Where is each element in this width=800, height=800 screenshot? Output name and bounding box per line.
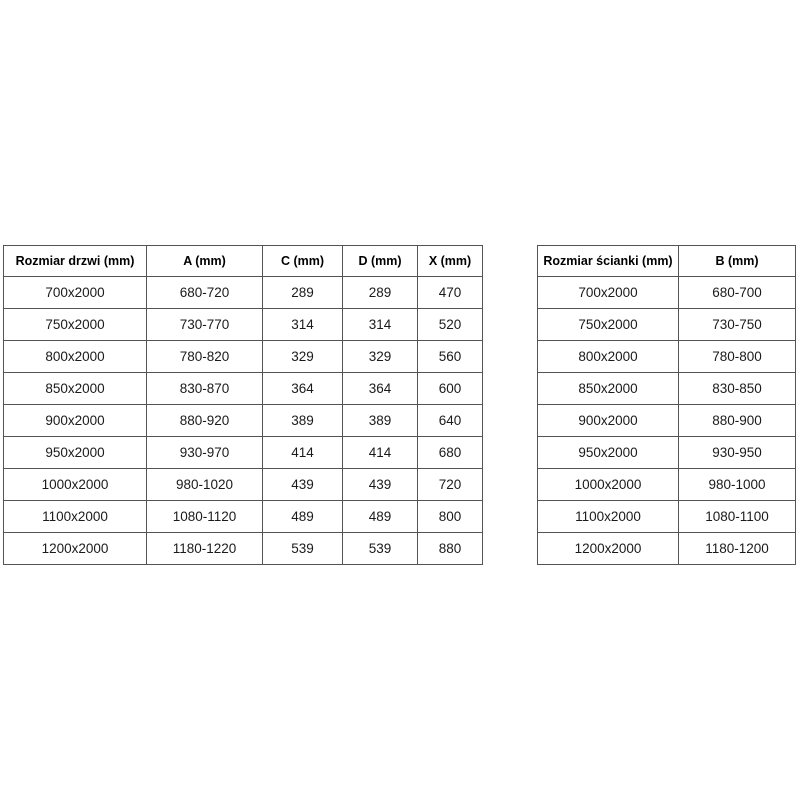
table-row xyxy=(4,405,483,437)
column-header: Rozmiar drzwi (mm) xyxy=(4,246,147,277)
table-cell: 439 xyxy=(343,469,418,501)
table-cell: 830-850 xyxy=(679,373,796,405)
table-row xyxy=(4,309,483,341)
table-cell: 414 xyxy=(343,437,418,469)
table-cell: 680 xyxy=(418,437,483,469)
table-cell: 930-950 xyxy=(679,437,796,469)
table-cell: 780-800 xyxy=(679,341,796,373)
table-cell: 1200x2000 xyxy=(4,533,147,565)
table-cell: 750x2000 xyxy=(538,309,679,341)
table-cell: 314 xyxy=(343,309,418,341)
table-row xyxy=(4,373,483,405)
table-cell: 880-900 xyxy=(679,405,796,437)
table-cell: 950x2000 xyxy=(538,437,679,469)
column-header: A (mm) xyxy=(147,246,263,277)
table-cell: 364 xyxy=(343,373,418,405)
table-cell: 750x2000 xyxy=(4,309,147,341)
column-header: Rozmiar ścianki (mm) xyxy=(538,246,679,277)
table-cell: 730-750 xyxy=(679,309,796,341)
table-cell: 700x2000 xyxy=(538,277,679,309)
table-cell: 560 xyxy=(418,341,483,373)
table-cell: 640 xyxy=(418,405,483,437)
column-header: X (mm) xyxy=(418,246,483,277)
table-cell: 880-920 xyxy=(147,405,263,437)
table-cell: 389 xyxy=(263,405,343,437)
table-row xyxy=(4,501,483,533)
table-cell: 980-1020 xyxy=(147,469,263,501)
table-row xyxy=(4,437,483,469)
column-header: C (mm) xyxy=(263,246,343,277)
table-cell: 600 xyxy=(418,373,483,405)
table-cell: 1200x2000 xyxy=(538,533,679,565)
table-cell: 1000x2000 xyxy=(538,469,679,501)
table-cell: 470 xyxy=(418,277,483,309)
table-cell: 329 xyxy=(343,341,418,373)
table-cell: 900x2000 xyxy=(4,405,147,437)
table-cell: 680-720 xyxy=(147,277,263,309)
table-cell: 880 xyxy=(418,533,483,565)
table-cell: 520 xyxy=(418,309,483,341)
column-header: B (mm) xyxy=(679,246,796,277)
table-cell: 800x2000 xyxy=(4,341,147,373)
table-cell: 314 xyxy=(263,309,343,341)
table-row xyxy=(538,309,796,341)
table-cell: 289 xyxy=(263,277,343,309)
table-cell: 1080-1100 xyxy=(679,501,796,533)
table-cell: 289 xyxy=(343,277,418,309)
header-row xyxy=(4,246,483,277)
table-cell: 1100x2000 xyxy=(4,501,147,533)
table-cell: 539 xyxy=(263,533,343,565)
table-cell: 1180-1220 xyxy=(147,533,263,565)
table-cell: 830-870 xyxy=(147,373,263,405)
table-row xyxy=(538,277,796,309)
table-cell: 329 xyxy=(263,341,343,373)
table-cell: 730-770 xyxy=(147,309,263,341)
table-cell: 850x2000 xyxy=(4,373,147,405)
table-row xyxy=(538,405,796,437)
column-header: D (mm) xyxy=(343,246,418,277)
table-cell: 439 xyxy=(263,469,343,501)
table-row xyxy=(538,341,796,373)
table-cell: 950x2000 xyxy=(4,437,147,469)
table-cell: 850x2000 xyxy=(538,373,679,405)
table-cell: 780-820 xyxy=(147,341,263,373)
table-cell: 1100x2000 xyxy=(538,501,679,533)
table-row xyxy=(538,533,796,565)
table-cell: 720 xyxy=(418,469,483,501)
door-size-table xyxy=(3,245,483,565)
table-row xyxy=(538,373,796,405)
table-cell: 539 xyxy=(343,533,418,565)
table-row xyxy=(538,501,796,533)
table-cell: 900x2000 xyxy=(538,405,679,437)
table-cell: 389 xyxy=(343,405,418,437)
table-cell: 1180-1200 xyxy=(679,533,796,565)
table-row xyxy=(538,469,796,501)
table-cell: 489 xyxy=(263,501,343,533)
table-row xyxy=(538,437,796,469)
wall-size-table xyxy=(537,245,796,565)
table-cell: 930-970 xyxy=(147,437,263,469)
table-cell: 1080-1120 xyxy=(147,501,263,533)
table-row xyxy=(4,469,483,501)
table-cell: 364 xyxy=(263,373,343,405)
table-row xyxy=(4,341,483,373)
table-cell: 800x2000 xyxy=(538,341,679,373)
table-cell: 414 xyxy=(263,437,343,469)
table-cell: 680-700 xyxy=(679,277,796,309)
table-cell: 489 xyxy=(343,501,418,533)
table-row xyxy=(4,533,483,565)
table-cell: 700x2000 xyxy=(4,277,147,309)
table-row xyxy=(4,277,483,309)
table-cell: 800 xyxy=(418,501,483,533)
header-row xyxy=(538,246,796,277)
table-cell: 980-1000 xyxy=(679,469,796,501)
table-cell: 1000x2000 xyxy=(4,469,147,501)
